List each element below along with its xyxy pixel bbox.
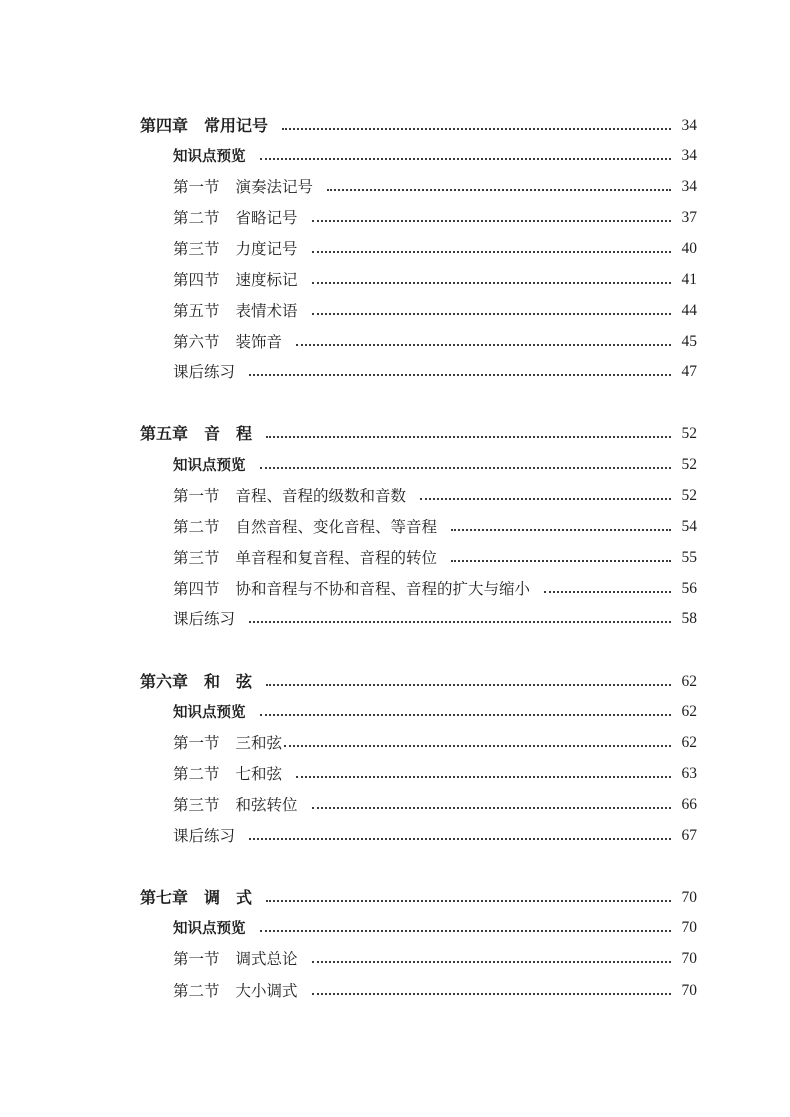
toc-entry-title: 自然音程、变化音程、等音程 xyxy=(235,518,438,536)
toc-entry-label xyxy=(173,947,298,971)
dot-leader xyxy=(266,435,671,438)
toc-entry-title: 常用记号 xyxy=(204,116,269,135)
toc-page-number: 55 xyxy=(681,549,697,566)
dot-leader xyxy=(451,528,671,531)
toc-section-row[interactable] xyxy=(173,299,697,323)
dot-leader xyxy=(312,219,671,222)
toc-entry-label xyxy=(140,886,252,910)
toc-entry-number: 第七章 xyxy=(140,888,189,907)
toc-page-number: 63 xyxy=(681,765,697,782)
toc-page-number: 70 xyxy=(681,919,697,936)
toc-chapter-row[interactable] xyxy=(140,670,697,694)
toc-entry-title: 装饰音 xyxy=(235,333,283,351)
toc-entry-title: 和 弦 xyxy=(204,672,253,691)
toc-entry-title: 速度标记 xyxy=(235,271,298,289)
toc-entry-label xyxy=(173,916,246,941)
toc-entry-label xyxy=(173,453,246,478)
toc-entry-number: 第二节 xyxy=(173,518,220,536)
dot-leader xyxy=(296,343,671,346)
dot-leader xyxy=(296,775,671,778)
dot-leader xyxy=(260,929,672,932)
toc-entry-label xyxy=(173,546,437,570)
toc-section-row[interactable] xyxy=(173,484,697,508)
toc-page-number: 54 xyxy=(681,518,697,535)
toc-entry-title: 演奏法记号 xyxy=(235,178,314,196)
toc-section-row[interactable] xyxy=(173,793,697,817)
dot-leader xyxy=(312,806,671,809)
toc-entry-label xyxy=(173,731,282,755)
toc-chapter-row[interactable] xyxy=(140,114,697,138)
toc-page-number: 70 xyxy=(681,982,697,999)
toc-entry-title: 课后练习 xyxy=(173,827,236,845)
toc-entry-label xyxy=(140,114,268,138)
toc-page-number: 62 xyxy=(681,673,697,690)
toc-page-number: 56 xyxy=(681,580,697,597)
toc-entry-title: 七和弦 xyxy=(235,765,283,783)
toc-exercise-row[interactable] xyxy=(173,824,697,848)
toc-section-row[interactable] xyxy=(173,979,697,1003)
toc-entry-number: 第三节 xyxy=(173,549,220,567)
toc-entry-title: 知识点预览 xyxy=(173,457,246,474)
toc-page-number: 34 xyxy=(681,178,697,195)
toc-preview-row[interactable] xyxy=(173,144,697,168)
toc-entry-label xyxy=(173,979,298,1003)
dot-leader xyxy=(544,590,671,593)
dot-leader xyxy=(282,127,671,130)
toc-entry-title: 表情术语 xyxy=(235,302,298,320)
dot-leader xyxy=(327,188,671,191)
toc-entry-label xyxy=(173,360,235,384)
toc-entry-label xyxy=(173,515,437,539)
toc-entry-number: 第二节 xyxy=(173,765,220,783)
toc-page-number: 62 xyxy=(681,734,697,751)
toc-page-number: 47 xyxy=(681,363,697,380)
dot-leader xyxy=(266,683,671,686)
toc-page-number: 66 xyxy=(681,796,697,813)
toc-entry-label xyxy=(173,824,235,848)
toc-chapter-row[interactable] xyxy=(140,422,697,446)
toc-entry-label xyxy=(173,299,298,323)
dot-leader xyxy=(266,899,671,902)
toc-entry-number: 第一节 xyxy=(173,487,220,505)
toc-exercise-row[interactable] xyxy=(173,360,697,384)
dot-leader xyxy=(249,620,671,623)
toc-entry-label xyxy=(173,762,282,786)
toc-entry-number: 第四节 xyxy=(173,580,220,598)
toc-page-number: 45 xyxy=(681,333,697,350)
dot-leader xyxy=(451,559,671,562)
toc-section-row[interactable] xyxy=(173,237,697,261)
toc-entry-title: 调 式 xyxy=(204,888,253,907)
dot-leader xyxy=(249,837,671,840)
toc-page-number: 34 xyxy=(681,117,697,134)
toc-entry-title: 调式总论 xyxy=(235,950,298,968)
toc-page-number: 62 xyxy=(681,703,697,720)
toc-section-row[interactable] xyxy=(173,577,697,601)
toc-exercise-row[interactable] xyxy=(173,607,697,631)
toc-page-number: 70 xyxy=(681,889,697,906)
toc-entry-number: 第六章 xyxy=(140,672,189,691)
toc-section-row[interactable] xyxy=(173,330,697,354)
toc-entry-title: 省略记号 xyxy=(235,209,298,227)
toc-entry-title: 三和弦 xyxy=(235,734,283,752)
dot-leader xyxy=(312,960,671,963)
toc-page-number: 34 xyxy=(681,147,697,164)
toc-entry-label xyxy=(173,206,298,230)
toc-entry-title: 音程、音程的级数和音数 xyxy=(235,487,407,505)
toc-entry-number: 第二节 xyxy=(173,982,220,1000)
toc-section-row[interactable] xyxy=(173,515,697,539)
toc-preview-row[interactable] xyxy=(173,453,697,477)
toc-entry-title: 协和音程与不协和音程、音程的扩大与缩小 xyxy=(235,580,531,598)
toc-page-number: 41 xyxy=(681,271,697,288)
toc-entry-label xyxy=(140,670,252,694)
toc-entry-number: 第三节 xyxy=(173,240,220,258)
dot-leader xyxy=(312,281,671,284)
toc-entry-label xyxy=(173,793,298,817)
toc-entry-label xyxy=(173,484,406,508)
toc-section-row[interactable] xyxy=(173,762,697,786)
toc-entry-title: 知识点预览 xyxy=(173,704,246,721)
toc-entry-number: 第一节 xyxy=(173,178,220,196)
toc-page-number: 70 xyxy=(681,950,697,967)
toc-page-number: 52 xyxy=(681,487,697,504)
toc-page-number: 44 xyxy=(681,302,697,319)
toc-entry-label xyxy=(140,422,252,446)
toc-section-row[interactable] xyxy=(173,731,697,755)
toc-entry-label xyxy=(173,577,530,601)
dot-leader xyxy=(312,250,671,253)
toc-section-row[interactable] xyxy=(173,546,697,570)
toc-entry-label xyxy=(173,330,282,354)
toc-preview-row[interactable] xyxy=(173,916,697,940)
toc-entry-title: 课后练习 xyxy=(173,363,236,381)
toc-entry-title: 大小调式 xyxy=(235,982,298,1000)
toc-section-row[interactable] xyxy=(173,206,697,230)
toc-page-number: 52 xyxy=(681,425,697,442)
toc-entry-title: 知识点预览 xyxy=(173,920,246,937)
dot-leader xyxy=(249,373,671,376)
toc-page-number: 52 xyxy=(681,456,697,473)
toc-entry-number: 第六节 xyxy=(173,333,220,351)
toc-section-row[interactable] xyxy=(173,175,697,199)
dot-leader xyxy=(260,713,672,716)
toc-entry-title: 音 程 xyxy=(204,424,253,443)
toc-entry-number: 第四节 xyxy=(173,271,220,289)
toc-chapter-row[interactable] xyxy=(140,886,697,910)
toc-entry-label xyxy=(173,144,246,169)
toc-page-number: 67 xyxy=(681,827,697,844)
toc-entry-number: 第一节 xyxy=(173,950,220,968)
dot-leader xyxy=(312,992,671,995)
toc-entry-number: 第二节 xyxy=(173,209,220,227)
toc-entry-title: 和弦转位 xyxy=(235,796,298,814)
toc-entry-number: 第五节 xyxy=(173,302,220,320)
toc-entry-label xyxy=(173,607,235,631)
toc-entry-number: 第一节 xyxy=(173,734,220,752)
dot-leader xyxy=(260,466,672,469)
toc-entry-label xyxy=(173,237,298,261)
toc-entry-title: 课后练习 xyxy=(173,610,236,628)
toc-entry-title: 力度记号 xyxy=(235,240,298,258)
toc-page-number: 40 xyxy=(681,240,697,257)
toc-entry-label xyxy=(173,175,313,199)
toc-entry-number: 第五章 xyxy=(140,424,189,443)
toc-page-number: 58 xyxy=(681,610,697,627)
toc-entry-title: 知识点预览 xyxy=(173,148,246,165)
toc-preview-row[interactable] xyxy=(173,700,697,724)
toc-entry-number: 第四章 xyxy=(140,116,189,135)
dot-leader xyxy=(260,157,672,160)
toc-section-row[interactable] xyxy=(173,268,697,292)
dot-leader xyxy=(312,312,671,315)
toc-entry-label xyxy=(173,268,298,292)
toc-entry-label xyxy=(173,700,246,725)
dot-leader xyxy=(284,744,671,747)
toc-entry-title: 单音程和复音程、音程的转位 xyxy=(235,549,438,567)
toc-section-row[interactable] xyxy=(173,947,697,971)
toc-page-number: 37 xyxy=(681,209,697,226)
dot-leader xyxy=(420,497,671,500)
toc-entry-number: 第三节 xyxy=(173,796,220,814)
